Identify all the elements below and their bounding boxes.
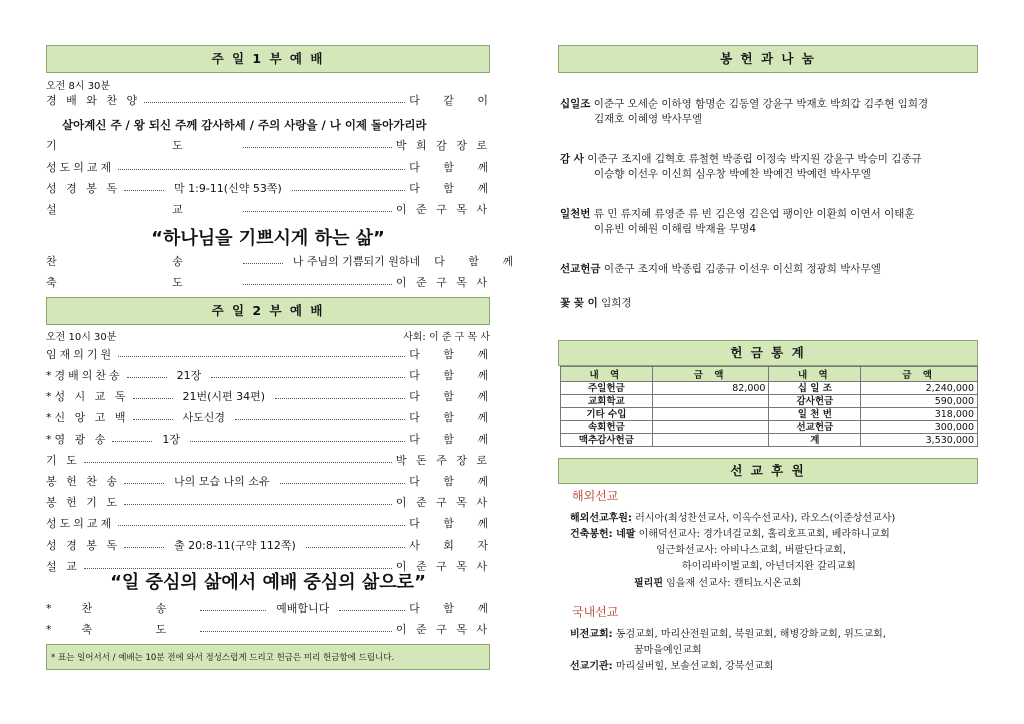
service2-item-label: *성 시 교 독: [46, 390, 129, 403]
offering-entry: [560, 207, 980, 237]
service2-item-detail: 사도신경: [182, 411, 226, 424]
service2-item-detail: 출 20:8-11(구약 112쪽): [174, 539, 296, 552]
stats-row: [561, 382, 978, 395]
mission-line: [656, 543, 846, 558]
bless1-line: [46, 274, 490, 291]
sermon2-title: “일 중심의 삶에서 예배 중심의 삶으로”: [110, 572, 426, 593]
fellowship-line: [46, 159, 498, 176]
service2-item-right: 이 준 구 목 사: [395, 560, 490, 573]
offering-key: 일천번: [560, 208, 591, 220]
stats-item: 맥추감사헌금: [561, 434, 653, 447]
mission-text: 마리실버힐, 보솔선교회, 강북선교회: [615, 661, 774, 672]
sermon-label: 설 교: [46, 203, 239, 216]
service2-item-label: *신 앙 고 백: [46, 411, 129, 424]
service2-item-detail: 나의 모습 나의 소유: [174, 475, 270, 488]
service1-time: 오전 8시 30분: [46, 81, 111, 92]
service2-item-right: 다 함 께: [409, 369, 498, 382]
service2-item-label: *영 광 송: [46, 433, 109, 446]
service2-item-right: 다 함 께: [409, 390, 498, 403]
sermon-right: 이 준 구 목 사: [395, 203, 490, 216]
stats-amount: 2,240,000: [861, 382, 978, 395]
service2-item-right: 다 함 께: [409, 411, 498, 424]
stats-amount: 82,000: [652, 382, 769, 395]
service2-item-label: 임재의기원: [46, 348, 115, 361]
service2-item-right: 다 함 께: [409, 475, 498, 488]
offering-names: 류 민 류지혜 류영준 류 빈 김은영 김은엽 팽이안 이환희 이연서 이태훈: [593, 208, 915, 220]
service2-item-detail: 21번(시편 34편): [182, 390, 266, 403]
stats-col-header: 금 액: [861, 367, 978, 382]
service2-item-label: 설 교: [46, 560, 80, 573]
stats-amount: [652, 434, 769, 447]
service2-item: [46, 515, 498, 532]
mission-text: 임근화선교사: 아비나스교회, 버팔단다교회,: [656, 545, 846, 556]
hymn2-title: 예배합니다: [276, 602, 330, 615]
scripture-line: [46, 180, 498, 197]
scripture-label: 성 경 봉 독: [46, 182, 120, 195]
offering-names-cont: 이유빈 이혜원 이해림 박재율 무명4: [594, 223, 757, 235]
service2-item-label: 봉 헌 기 도: [46, 496, 120, 509]
mission-key: 비전교회:: [570, 629, 613, 640]
praise-label: 경 배 와 찬 양: [46, 94, 141, 107]
offering-names-cont: 이승향 이선우 이신희 심우창 박예찬 박예건 박예련 박사무엘: [594, 168, 871, 180]
stats-item: 선교헌금: [769, 421, 861, 434]
notice-box: [46, 644, 490, 670]
notice-text: * 표는 일어서서 / 예배는 10분 전에 와서 정성스럽게 드리고 헌금은 미리 헌금함에 드립니다.: [51, 653, 395, 663]
prayer-right: 박 희 감 장 로: [395, 139, 490, 152]
service2-time: 오전 10시 30분: [46, 332, 117, 343]
praise-line: [46, 92, 498, 109]
service2-header: 주 일 2 부 예 배: [46, 297, 490, 325]
bless2-line: [46, 621, 490, 638]
stats-col-header: 내 역: [561, 367, 653, 382]
stats-amount: [652, 408, 769, 421]
hymn1-label: 찬 송: [46, 255, 239, 268]
service2-item-label: 성 경 봉 독: [46, 539, 120, 552]
service2-item-right: 박 돈 주 장 로: [395, 454, 490, 467]
service2-item: [46, 452, 490, 469]
stats-amount: [652, 421, 769, 434]
service2-item: [46, 431, 498, 448]
service2-item-right: 다 함 께: [409, 433, 498, 446]
stats-row: [561, 434, 978, 447]
stats-header: 헌 금 통 계: [558, 340, 978, 366]
mission-line: [570, 511, 895, 526]
stats-row: [561, 421, 978, 434]
service2-item-right: 이 준 구 목 사: [395, 496, 490, 509]
bless2-label: *축 도: [46, 623, 197, 636]
sermon-line: [46, 201, 490, 218]
hymn1-title: 나 주님의 기쁨되기 원하네: [292, 255, 421, 268]
service1-header: 주 일 1 부 예 배: [46, 45, 490, 73]
mission-line: [634, 643, 702, 658]
mission-line: [682, 559, 856, 574]
stats-item: 속회헌금: [561, 421, 653, 434]
service2-item: [46, 494, 490, 511]
service2-item-right: 다 함 께: [409, 517, 498, 530]
stats-item: 주일헌금: [561, 382, 653, 395]
service2-item: [46, 346, 498, 363]
sermon1-title: “하나님을 기쁘시게 하는 삶”: [151, 228, 385, 249]
bless1-right: 이 준 구 목 사: [395, 276, 490, 289]
mission-line: [570, 527, 890, 542]
stats-col-header: 금 액: [652, 367, 769, 382]
stats-amount: 3,530,000: [861, 434, 978, 447]
mission-text: 러시아(최성찬선교사, 이옥수선교사), 라오스(이준상선교사): [635, 513, 896, 524]
service2-item-label: 봉 헌 찬 송: [46, 475, 120, 488]
mission-key: 건축봉헌: 네팔: [570, 529, 636, 540]
prayer-label: 기 도: [46, 139, 239, 152]
scripture-ref: 막 1:9-11(신약 53쪽): [174, 182, 282, 195]
mission-text: 임을재 선교사: 캔티뇨시온교회: [666, 578, 802, 589]
service2-item: [46, 409, 498, 426]
offering-entry: [560, 296, 980, 311]
offering-names: 임희경: [601, 297, 632, 309]
stats-amount: 318,000: [861, 408, 978, 421]
bless1-label: 축 도: [46, 276, 239, 289]
stats-item: 기타 수입: [561, 408, 653, 421]
scripture-right: 다 함 께: [409, 182, 498, 195]
service2-item-right: 사 회 자: [409, 539, 498, 552]
service2-item-right: 다 함 께: [409, 348, 498, 361]
service2-item-label: 기 도: [46, 454, 80, 467]
offering-names: 이준구 조지애 박종립 김종규 이선우 이신희 정광희 박사무엘: [603, 263, 881, 275]
service2-item-label: 성도의교제: [46, 517, 115, 530]
mission-header: 선 교 후 원: [558, 458, 978, 484]
domestic-title: 국내선교: [572, 605, 619, 619]
stats-item: 십 일 조: [769, 382, 861, 395]
stats-amount: 300,000: [861, 421, 978, 434]
praise-right: 다 같 이: [409, 94, 498, 107]
stats-item: 일 천 번: [769, 408, 861, 421]
mission-line: [570, 627, 886, 642]
mission-line: [634, 576, 801, 591]
prayer-line: [46, 137, 490, 154]
stats-item: 감사헌금: [769, 395, 861, 408]
bless2-right: 이 준 구 목 사: [395, 623, 490, 636]
service2-item-label: *경배의찬송: [46, 369, 123, 382]
service2-item: [46, 473, 498, 490]
stats-col-header: 내 역: [769, 367, 861, 382]
offering-entry: [560, 152, 980, 182]
offering-key: 십일조: [560, 98, 591, 110]
hymn2-right: 다 함 께: [409, 602, 499, 615]
offering-names-cont: 김재호 이혜영 박사무엘: [594, 113, 703, 125]
mission-text: 꿈마을예인교회: [634, 645, 702, 656]
service2-item: [46, 388, 498, 405]
offering-entry: [560, 97, 980, 127]
fellowship-label: 성도의교제: [46, 161, 115, 174]
stats-amount: 590,000: [861, 395, 978, 408]
offering-key: 감 사: [560, 153, 584, 165]
fellowship-right: 다 함 께: [409, 161, 498, 174]
mission-key: 선교기관:: [570, 661, 613, 672]
stats-row: [561, 395, 978, 408]
offering-names: 이준구 오세순 이하영 함명순 김동열 강윤구 박재호 박희갑 김주현 임희경: [593, 98, 929, 110]
offering-key: 선교헌금: [560, 263, 601, 275]
offering-entry: [560, 262, 980, 277]
hymn2-line: [46, 600, 499, 617]
mission-text: 하이리바이벌교회, 아넌더지완 갈리교회: [682, 561, 856, 572]
service2-item-detail: 1장: [162, 433, 180, 446]
hymn1-line: [46, 253, 523, 270]
mission-text: 이해덕선교사: 경가녀걸교회, 홀리호프교회, 베라하니교회: [638, 529, 890, 540]
offering-key: 꽃 꽂 이: [560, 297, 598, 309]
offering-stats-table: [560, 366, 978, 447]
overseas-title: 해외선교: [572, 489, 619, 503]
service2-leader: 사회: 이 준 구 목 사: [403, 332, 490, 343]
mission-text: 동검교회, 마리산전원교회, 북원교회, 해병강화교회, 위드교회,: [615, 629, 886, 640]
mission-key: 필리핀: [634, 578, 663, 589]
hymn1-right: 다 함 께: [434, 255, 523, 268]
stats-row: [561, 408, 978, 421]
hymn2-label: *찬 송: [46, 602, 197, 615]
stats-item: 교회학교: [561, 395, 653, 408]
offering-header: 봉 헌 과 나 눔: [558, 45, 978, 73]
stats-amount: [652, 395, 769, 408]
offering-names: 이준구 조지애 김혁호 류철현 박종립 이정숙 박지원 강윤구 박승미 김종규: [587, 153, 922, 165]
mission-key: 해외선교후원:: [570, 513, 632, 524]
stats-item: 계: [769, 434, 861, 447]
mission-line: [570, 659, 773, 674]
praise-songs: 살아계신 주 / 왕 되신 주께 감사하세 / 주의 사랑을 / 나 이제 돌아가리라: [62, 118, 427, 132]
service2-item: [46, 537, 498, 554]
service2-item: [46, 367, 498, 384]
service2-item-detail: 21장: [176, 369, 202, 382]
